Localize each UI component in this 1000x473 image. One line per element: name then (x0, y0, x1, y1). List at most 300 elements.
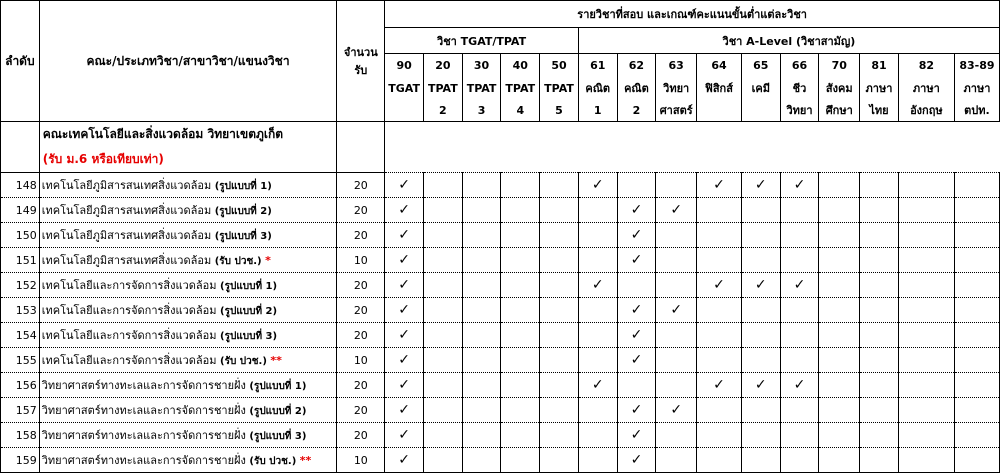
subject-cell-90 (385, 198, 424, 223)
subject-cell-62 (617, 298, 656, 323)
row-rank: 152 (1, 273, 40, 298)
subject-cell-90 (385, 323, 424, 348)
subject-header-63-line1: 63 (656, 54, 697, 77)
subject-header-62-line2: คณิต (617, 77, 656, 100)
subject-cell-20 (423, 373, 462, 398)
header-seats-line1: จำนวน (343, 46, 378, 59)
faculty-seats-cell (337, 122, 385, 148)
subject-cell-64 (697, 273, 742, 298)
subject-cell-50 (540, 398, 579, 423)
table-row (1, 223, 1000, 248)
row-rank: 158 (1, 423, 40, 448)
subject-cell-61 (578, 273, 617, 298)
footnote-star: ** (270, 354, 282, 367)
check-icon: ✓ (398, 377, 410, 393)
subject-cell-61 (578, 398, 617, 423)
program-name-text: เทคโนโลยีภูมิสารสนเทศสิ่งแวดล้อม (41, 204, 212, 217)
subject-cell-50 (540, 348, 579, 373)
header-program-name: คณะ/ประเภทวิชา/สาขาวิชา/แขนงวิชา (39, 1, 337, 122)
subject-cell-30 (462, 423, 501, 448)
subject-cell-20 (423, 323, 462, 348)
check-icon: ✓ (793, 177, 806, 193)
subject-header-81-line2: ภาษา (860, 77, 899, 100)
subject-cell-83-89 (954, 373, 999, 398)
faculty-note-rank-cell (1, 147, 40, 173)
subject-cell-64 (697, 223, 742, 248)
subject-cell-50 (540, 323, 579, 348)
table-row (1, 198, 1000, 223)
subject-cell-50 (540, 273, 579, 298)
program-format-tag: (รับ ปวช.) (249, 456, 297, 467)
row-seats: 20 (337, 198, 385, 223)
program-format-tag: (รูปแบบที่ 3) (220, 331, 278, 342)
subject-cell-50 (540, 298, 579, 323)
subject-cell-83-89 (954, 198, 999, 223)
check-icon: ✓ (630, 452, 643, 468)
subject-cell-82 (898, 223, 954, 248)
program-format-tag: (รูปแบบที่ 2) (220, 306, 278, 317)
subject-cell-61 (578, 198, 617, 223)
check-icon: ✓ (398, 402, 410, 418)
subject-cell-81 (860, 298, 899, 323)
row-program-name (39, 423, 337, 448)
subject-header-65-line1: 65 (741, 54, 780, 77)
subject-cell-30 (462, 448, 501, 473)
subject-cell-82 (898, 173, 954, 198)
subject-cell-50 (540, 198, 579, 223)
faculty-title: คณะเทคโนโลยีและสิ่งแวดล้อม วิทยาเขตภูเก็ต (39, 122, 337, 148)
subject-cell-64 (697, 373, 742, 398)
footnote-star: ** (299, 454, 312, 467)
program-format-tag: (รับ ปวช.) (220, 356, 267, 367)
table-row (1, 348, 1000, 373)
subject-cell-50 (540, 448, 579, 473)
subject-cell-66 (780, 198, 819, 223)
row-rank: 149 (1, 198, 40, 223)
subject-cell-70 (819, 298, 860, 323)
subject-cell-90 (385, 223, 424, 248)
subject-header-40-line1: 40 (501, 54, 540, 77)
program-format-tag: (รูปแบบที่ 1) (249, 381, 307, 392)
subject-cell-61 (578, 298, 617, 323)
subject-cell-82 (898, 323, 954, 348)
subject-header-70-line2: สังคม (819, 77, 860, 100)
subject-cell-61 (578, 448, 617, 473)
check-icon: ✓ (670, 402, 683, 418)
subject-cell-30 (462, 173, 501, 198)
program-name-text: เทคโนโลยีและการจัดการสิ่งแวดล้อม (41, 279, 217, 292)
check-icon: ✓ (398, 302, 410, 318)
row-seats: 20 (337, 223, 385, 248)
check-icon: ✓ (591, 277, 604, 293)
subject-cell-83-89 (954, 398, 999, 423)
subject-cell-62 (617, 373, 656, 398)
subject-cell-40 (501, 273, 540, 298)
subject-header-81-line3: ไทย (860, 100, 899, 122)
subject-cell-62 (617, 198, 656, 223)
subject-cell-70 (819, 173, 860, 198)
subject-cell-82 (898, 198, 954, 223)
subject-cell-66 (780, 298, 819, 323)
subject-header-82-line3: อังกฤษ (898, 100, 954, 122)
subject-cell-82 (898, 373, 954, 398)
subject-cell-20 (423, 423, 462, 448)
subject-cell-83-89 (954, 423, 999, 448)
subject-cell-62 (617, 323, 656, 348)
subject-cell-65 (741, 223, 780, 248)
program-format-tag: (รูปแบบที่ 1) (214, 181, 272, 192)
subject-cell-50 (540, 373, 579, 398)
subject-header-66-line3: วิทยา (780, 100, 819, 122)
subject-cell-90 (385, 248, 424, 273)
program-name-text: เทคโนโลยีภูมิสารสนเทศสิ่งแวดล้อม (41, 254, 212, 267)
subject-cell-62 (617, 173, 656, 198)
program-name-text: วิทยาศาสตร์ทางทะเลและการจัดการชายฝั่ง (41, 404, 246, 417)
subject-cell-81 (860, 398, 899, 423)
table-row (1, 323, 1000, 348)
row-rank: 154 (1, 323, 40, 348)
subject-cell-81 (860, 198, 899, 223)
subject-cell-90 (385, 373, 424, 398)
subject-header-62-line3: 2 (617, 100, 656, 122)
subject-cell-30 (462, 273, 501, 298)
subject-cell-66 (780, 173, 819, 198)
subject-cell-66 (780, 223, 819, 248)
subject-header-20-line2: TPAT (423, 77, 462, 100)
subject-cell-81 (860, 223, 899, 248)
subject-cell-81 (860, 173, 899, 198)
subject-cell-64 (697, 298, 742, 323)
subject-cell-61 (578, 373, 617, 398)
subject-cell-82 (898, 348, 954, 373)
subject-cell-66 (780, 373, 819, 398)
subject-cell-82 (898, 423, 954, 448)
program-name-text: วิทยาศาสตร์ทางทะเลและการจัดการชายฝั่ง (41, 454, 246, 467)
check-icon: ✓ (398, 227, 410, 243)
subject-cell-83-89 (954, 323, 999, 348)
table-row (1, 398, 1000, 423)
subject-cell-81 (860, 248, 899, 273)
table-row (1, 373, 1000, 398)
subject-cell-61 (578, 348, 617, 373)
check-icon: ✓ (398, 427, 410, 443)
subject-cell-40 (501, 373, 540, 398)
subject-cell-82 (898, 248, 954, 273)
header-group-alevel: วิชา A-Level (วิชาสามัญ) (578, 28, 999, 54)
check-icon: ✓ (630, 402, 643, 418)
subject-cell-30 (462, 298, 501, 323)
subject-cell-64 (697, 173, 742, 198)
table-row (1, 448, 1000, 473)
row-program-name (39, 373, 337, 398)
subject-cell-40 (501, 348, 540, 373)
subject-cell-70 (819, 323, 860, 348)
check-icon: ✓ (793, 277, 806, 293)
subject-header-70-line3: ศึกษา (819, 100, 860, 122)
subject-cell-40 (501, 198, 540, 223)
subject-cell-62 (617, 423, 656, 448)
subject-cell-20 (423, 273, 462, 298)
row-program-name (39, 173, 337, 198)
subject-cell-83-89 (954, 273, 999, 298)
subject-cell-65 (741, 398, 780, 423)
subject-cell-40 (501, 248, 540, 273)
subject-cell-61 (578, 223, 617, 248)
subject-cell-40 (501, 223, 540, 248)
check-icon: ✓ (398, 177, 410, 193)
subject-cell-61 (578, 423, 617, 448)
subject-header-83-89-line3: ตปท. (954, 100, 999, 122)
subject-cell-83-89 (954, 448, 999, 473)
subject-cell-63 (656, 298, 697, 323)
subject-header-30-line3: 3 (462, 100, 501, 122)
subject-header-83-89-line2: ภาษา (954, 77, 999, 100)
table-row (1, 298, 1000, 323)
subject-cell-65 (741, 373, 780, 398)
program-format-tag: (รูปแบบที่ 2) (214, 206, 272, 217)
subject-header-82-line2: ภาษา (898, 77, 954, 100)
subject-header-62-line1: 62 (617, 54, 656, 77)
subject-cell-83-89 (954, 348, 999, 373)
check-icon: ✓ (754, 177, 767, 193)
subject-cell-82 (898, 298, 954, 323)
check-icon: ✓ (398, 252, 410, 268)
row-program-name (39, 323, 337, 348)
subject-cell-30 (462, 398, 501, 423)
subject-cell-66 (780, 398, 819, 423)
row-program-name (39, 448, 337, 473)
row-rank: 159 (1, 448, 40, 473)
row-program-name (39, 348, 337, 373)
header-subjects-title: รายวิชาที่สอบ และเกณฑ์คะแนนขั้นต่ำแต่ละวิชา (385, 1, 1000, 28)
subject-header-61-line3: 1 (578, 100, 617, 122)
subject-cell-65 (741, 298, 780, 323)
subject-cell-82 (898, 398, 954, 423)
subject-cell-30 (462, 323, 501, 348)
subject-cell-70 (819, 223, 860, 248)
subject-header-66-line1: 66 (780, 54, 819, 77)
subject-cell-40 (501, 323, 540, 348)
subject-cell-66 (780, 273, 819, 298)
program-name-text: เทคโนโลยีภูมิสารสนเทศสิ่งแวดล้อม (41, 229, 212, 242)
subject-cell-40 (501, 398, 540, 423)
check-icon: ✓ (670, 302, 683, 318)
check-icon: ✓ (398, 327, 410, 343)
subject-cell-70 (819, 423, 860, 448)
subject-header-50-line1: 50 (540, 54, 579, 77)
check-icon: ✓ (793, 377, 806, 393)
row-program-name (39, 198, 337, 223)
row-program-name (39, 248, 337, 273)
check-icon: ✓ (398, 352, 410, 368)
subject-cell-65 (741, 198, 780, 223)
subject-header-64-line3 (697, 100, 742, 122)
check-icon: ✓ (754, 377, 767, 393)
subject-cell-70 (819, 348, 860, 373)
subject-cell-40 (501, 173, 540, 198)
header-group-tgat-tpat: วิชา TGAT/TPAT (385, 28, 579, 54)
subject-cell-70 (819, 373, 860, 398)
subject-cell-70 (819, 198, 860, 223)
subject-cell-81 (860, 348, 899, 373)
subject-cell-20 (423, 173, 462, 198)
subject-cell-81 (860, 448, 899, 473)
subject-cell-64 (697, 398, 742, 423)
subject-cell-20 (423, 298, 462, 323)
faculty-rank-cell (1, 122, 40, 148)
table-row (1, 173, 1000, 198)
subject-header-40-line3: 4 (501, 100, 540, 122)
subject-cell-62 (617, 223, 656, 248)
row-seats: 10 (337, 248, 385, 273)
subject-cell-63 (656, 198, 697, 223)
subject-cell-30 (462, 373, 501, 398)
program-name-text: วิทยาศาสตร์ทางทะเลและการจัดการชายฝั่ง (41, 429, 246, 442)
subject-cell-30 (462, 348, 501, 373)
subject-cell-20 (423, 348, 462, 373)
subject-cell-63 (656, 448, 697, 473)
header-seats-line2: รับ (354, 64, 368, 77)
footnote-star: * (265, 254, 271, 267)
table-row (1, 423, 1000, 448)
subject-cell-65 (741, 248, 780, 273)
subject-cell-90 (385, 448, 424, 473)
subject-cell-63 (656, 423, 697, 448)
subject-header-61-line1: 61 (578, 54, 617, 77)
row-rank: 151 (1, 248, 40, 273)
subject-cell-65 (741, 323, 780, 348)
subject-cell-40 (501, 298, 540, 323)
subject-cell-65 (741, 173, 780, 198)
subject-cell-40 (501, 423, 540, 448)
subject-header-66-line2: ชีว (780, 77, 819, 100)
subject-cell-70 (819, 398, 860, 423)
row-seats: 20 (337, 373, 385, 398)
row-seats: 20 (337, 323, 385, 348)
subject-cell-81 (860, 373, 899, 398)
subject-cell-81 (860, 273, 899, 298)
subject-cell-63 (656, 273, 697, 298)
subject-cell-63 (656, 248, 697, 273)
row-seats: 10 (337, 448, 385, 473)
subject-header-30-line1: 30 (462, 54, 501, 77)
subject-cell-50 (540, 423, 579, 448)
row-seats: 20 (337, 398, 385, 423)
subject-cell-66 (780, 423, 819, 448)
subject-header-20-line1: 20 (423, 54, 462, 77)
subject-cell-20 (423, 398, 462, 423)
subject-header-63-line2: วิทยา (656, 77, 697, 100)
row-rank: 150 (1, 223, 40, 248)
table-row (1, 273, 1000, 298)
subject-cell-90 (385, 423, 424, 448)
row-seats: 20 (337, 273, 385, 298)
table-row (1, 248, 1000, 273)
subject-cell-81 (860, 423, 899, 448)
subject-header-50-line2: TPAT (540, 77, 579, 100)
subject-cell-65 (741, 273, 780, 298)
subject-cell-20 (423, 448, 462, 473)
subject-cell-63 (656, 173, 697, 198)
faculty-admission-note: (รับ ม.6 หรือเทียบเท่า) (39, 147, 337, 173)
subject-cell-70 (819, 248, 860, 273)
subject-cell-83-89 (954, 298, 999, 323)
check-icon: ✓ (754, 277, 767, 293)
faculty-subjects-blank (385, 122, 1000, 173)
program-name-text: วิทยาศาสตร์ทางทะเลและการจัดการชายฝั่ง (41, 379, 246, 392)
check-icon: ✓ (591, 377, 604, 393)
subject-cell-64 (697, 448, 742, 473)
subject-header-40-line2: TPAT (501, 77, 540, 100)
subject-cell-30 (462, 223, 501, 248)
subject-cell-62 (617, 248, 656, 273)
subject-cell-83-89 (954, 248, 999, 273)
subject-cell-20 (423, 223, 462, 248)
row-seats: 10 (337, 348, 385, 373)
check-icon: ✓ (713, 277, 725, 293)
subject-header-64-line2: ฟิสิกส์ (697, 77, 742, 100)
program-name-text: เทคโนโลยีและการจัดการสิ่งแวดล้อม (41, 329, 217, 342)
subject-cell-63 (656, 373, 697, 398)
row-rank: 157 (1, 398, 40, 423)
row-rank: 153 (1, 298, 40, 323)
subject-cell-61 (578, 248, 617, 273)
subject-cell-66 (780, 248, 819, 273)
check-icon: ✓ (713, 177, 725, 193)
check-icon: ✓ (630, 302, 643, 318)
subject-cell-62 (617, 448, 656, 473)
check-icon: ✓ (591, 177, 604, 193)
subject-cell-61 (578, 173, 617, 198)
check-icon: ✓ (398, 452, 410, 468)
subject-cell-63 (656, 323, 697, 348)
subject-cell-82 (898, 273, 954, 298)
subject-header-65-line3 (741, 100, 780, 122)
check-icon: ✓ (630, 202, 643, 218)
header-seats (337, 1, 385, 122)
subject-cell-64 (697, 348, 742, 373)
subject-cell-90 (385, 273, 424, 298)
subject-header-70-line1: 70 (819, 54, 860, 77)
subject-cell-50 (540, 248, 579, 273)
row-seats: 20 (337, 173, 385, 198)
subject-cell-66 (780, 348, 819, 373)
subject-header-90-line1: 90 (385, 54, 424, 77)
subject-cell-50 (540, 173, 579, 198)
subject-cell-63 (656, 223, 697, 248)
subject-cell-65 (741, 423, 780, 448)
row-program-name (39, 273, 337, 298)
check-icon: ✓ (398, 202, 410, 218)
subject-cell-83-89 (954, 173, 999, 198)
subject-cell-90 (385, 173, 424, 198)
subject-header-81-line1: 81 (860, 54, 899, 77)
check-icon: ✓ (713, 377, 725, 393)
subject-cell-30 (462, 248, 501, 273)
check-icon: ✓ (398, 277, 410, 293)
program-format-tag: (รูปแบบที่ 2) (249, 406, 307, 417)
subject-cell-50 (540, 223, 579, 248)
subject-cell-90 (385, 298, 424, 323)
subject-cell-82 (898, 448, 954, 473)
subject-header-63-line3: ศาสตร์ (656, 100, 697, 122)
subject-cell-61 (578, 323, 617, 348)
program-format-tag: (รูปแบบที่ 3) (214, 231, 272, 242)
subject-header-65-line2: เคมี (741, 77, 780, 100)
check-icon: ✓ (630, 327, 643, 343)
row-seats: 20 (337, 423, 385, 448)
subject-cell-70 (819, 273, 860, 298)
